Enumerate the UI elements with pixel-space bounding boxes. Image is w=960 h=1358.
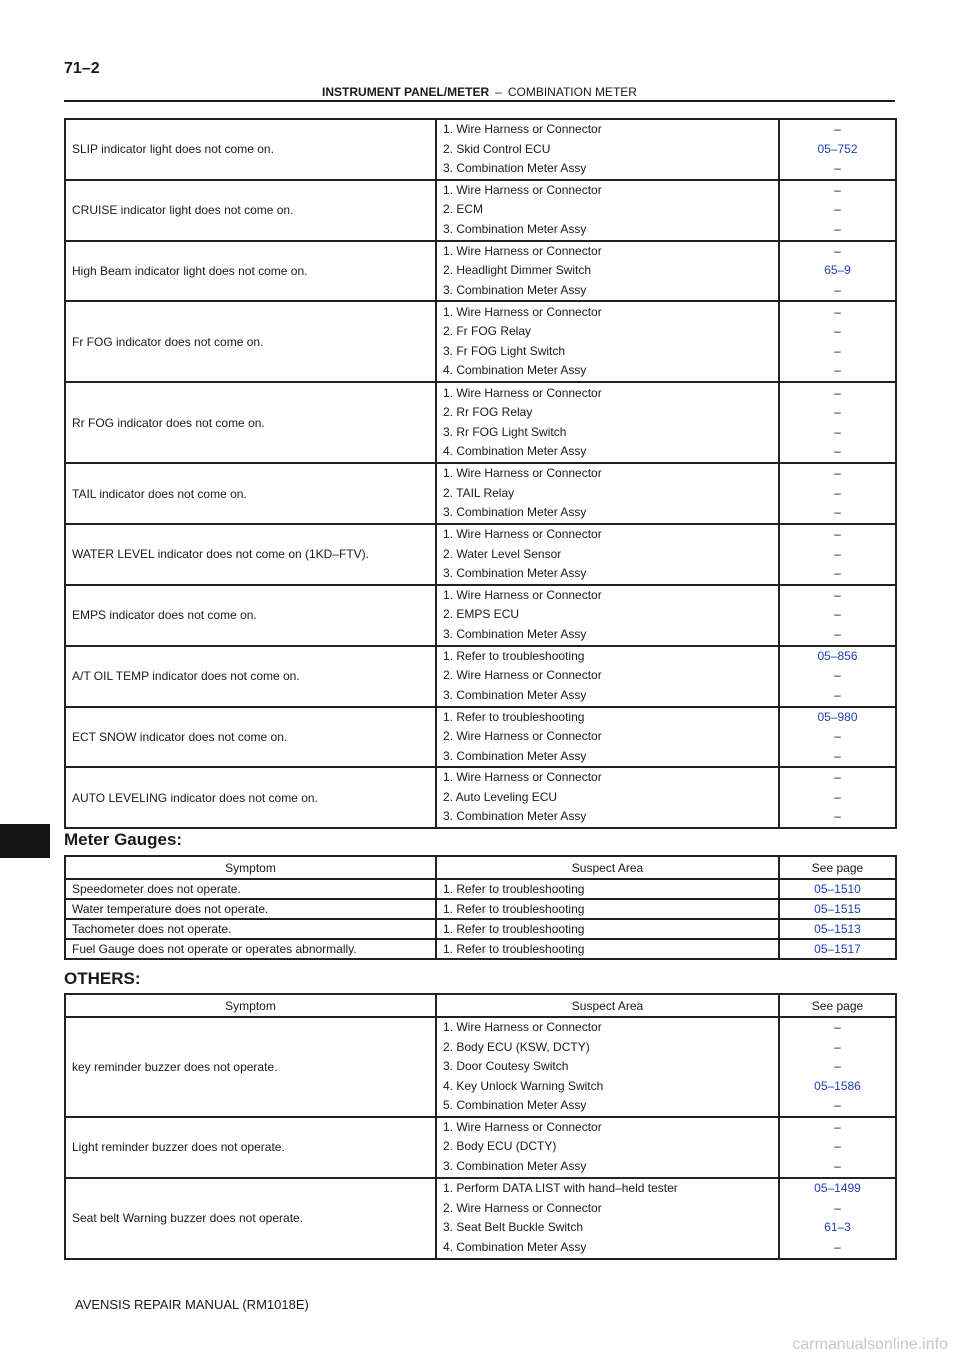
- no-reference-dash: –: [834, 729, 841, 743]
- table-row: [65, 382, 896, 463]
- suspect-area-cell: [436, 119, 779, 180]
- suspect-area-item: 3. Combination Meter Assy: [443, 566, 587, 580]
- no-reference-dash: –: [834, 1098, 841, 1112]
- no-reference-dash: –: [834, 182, 841, 197]
- page-reference-link[interactable]: 05–856: [817, 648, 858, 663]
- no-reference-dash: –: [834, 424, 841, 439]
- symptom-cell: Light reminder buzzer does not operate.: [65, 1117, 436, 1178]
- page-reference-link[interactable]: 05–1513: [814, 922, 861, 936]
- suspect-area-item: 1. Wire Harness or Connector: [443, 182, 602, 197]
- see-page-cell: [779, 767, 896, 828]
- suspect-area-item: 3. Combination Meter Assy: [443, 748, 587, 763]
- suspect-area-item: 3. Combination Meter Assy: [443, 1158, 587, 1173]
- no-reference-dash: –: [834, 687, 841, 702]
- see-page-cell: [779, 119, 896, 180]
- suspect-area-cell: [436, 1178, 779, 1259]
- see-page-cell: [779, 707, 896, 768]
- page-reference-link[interactable]: 65–9: [824, 263, 851, 277]
- no-reference-dash: –: [834, 202, 841, 217]
- suspect-area-item: 3. Fr FOG Light Switch: [443, 343, 566, 358]
- symptom-cell: Speedometer does not operate.: [65, 879, 436, 899]
- suspect-area-cell: [436, 1117, 779, 1178]
- no-reference-dash: –: [834, 1158, 841, 1173]
- subsection-title: COMBINATION METER: [507, 85, 637, 99]
- no-reference-dash: –: [834, 566, 841, 580]
- header-separator: –: [495, 85, 502, 99]
- suspect-area-item: 2. Wire Harness or Connector: [443, 1200, 602, 1215]
- symptom-cell: TAIL indicator does not come on.: [65, 463, 436, 524]
- suspect-area-item: 2. Fr FOG Relay: [443, 324, 532, 338]
- no-reference-dash: –: [834, 243, 841, 258]
- no-reference-dash: –: [834, 1200, 841, 1215]
- symptom-cell: Water temperature does not operate.: [65, 899, 436, 919]
- no-reference-dash: –: [834, 527, 841, 541]
- suspect-area-item: 1. Wire Harness or Connector: [443, 770, 602, 785]
- watermark: carmanualsonline.info: [792, 1336, 948, 1353]
- section-title: INSTRUMENT PANEL/METER: [322, 85, 490, 99]
- suspect-area-item: 1. Refer to troubleshooting: [443, 709, 585, 724]
- no-reference-dash: –: [834, 485, 841, 500]
- suspect-area-item: 1. Perform DATA LIST with hand–held tester: [443, 1181, 678, 1195]
- table-row: [65, 119, 896, 180]
- table-row: [65, 1017, 896, 1117]
- suspect-area-item: 1. Wire Harness or Connector: [443, 1020, 602, 1034]
- page-reference-link[interactable]: 05–1517: [814, 942, 861, 956]
- table-row: [65, 646, 896, 707]
- others-table: [64, 993, 897, 1260]
- page-reference-link[interactable]: 05–1515: [814, 902, 861, 916]
- suspect-area-item: 2. ECM: [443, 202, 484, 217]
- suspect-area-cell: [436, 180, 779, 241]
- see-page-cell: [779, 241, 896, 302]
- suspect-area-item: 3. Combination Meter Assy: [443, 505, 587, 520]
- suspect-area-item: 4. Combination Meter Assy: [443, 1239, 587, 1254]
- no-reference-dash: –: [834, 1039, 841, 1054]
- symptom-cell: Tachometer does not operate.: [65, 919, 436, 939]
- meter-gauges-table: [64, 855, 897, 960]
- suspect-area-cell: [436, 879, 779, 899]
- table-row: [65, 180, 896, 241]
- no-reference-dash: –: [834, 161, 841, 175]
- symptom-cell: High Beam indicator light does not come on.: [65, 241, 436, 302]
- suspect-area-item: 1. Wire Harness or Connector: [443, 385, 602, 400]
- suspect-area-item: 2. Body ECU (DCTY): [443, 1139, 557, 1154]
- symptom-cell: Rr FOG indicator does not come on.: [65, 382, 436, 463]
- no-reference-dash: –: [834, 770, 841, 785]
- table-row: [65, 301, 896, 382]
- no-reference-dash: –: [834, 668, 841, 683]
- suspect-area-item: 2. Rr FOG Relay: [443, 405, 533, 419]
- see-page-cell: [779, 524, 896, 585]
- page-reference-link[interactable]: 05–1499: [814, 1181, 861, 1195]
- see-page-cell: [779, 585, 896, 646]
- suspect-area-cell: [436, 646, 779, 707]
- no-reference-dash: –: [834, 505, 841, 520]
- table-row: [65, 524, 896, 585]
- suspect-area-item: 1. Wire Harness or Connector: [443, 243, 602, 258]
- no-reference-dash: –: [834, 546, 841, 561]
- suspect-area-item: 3. Combination Meter Assy: [443, 221, 587, 236]
- no-reference-dash: –: [834, 122, 841, 136]
- meter-gauges-heading: Meter Gauges:: [64, 830, 183, 849]
- no-reference-dash: –: [834, 221, 841, 236]
- column-header-see-page: See page: [779, 856, 896, 879]
- no-reference-dash: –: [834, 304, 841, 319]
- indicator-symptom-table: [64, 118, 897, 829]
- page-reference-link[interactable]: 05–980: [817, 709, 858, 724]
- no-reference-dash: –: [834, 1059, 841, 1073]
- suspect-area-item: 1. Refer to troubleshooting: [443, 922, 585, 936]
- symptom-cell: CRUISE indicator light does not come on.: [65, 180, 436, 241]
- manual-footer: AVENSIS REPAIR MANUAL (RM1018E): [75, 1297, 309, 1312]
- no-reference-dash: –: [834, 405, 841, 419]
- see-page-cell: [779, 939, 896, 959]
- suspect-area-item: 2. Headlight Dimmer Switch: [443, 263, 592, 277]
- no-reference-dash: –: [834, 363, 841, 377]
- suspect-area-cell: [436, 1017, 779, 1117]
- table-row: [65, 1178, 896, 1259]
- see-page-cell: [779, 301, 896, 382]
- page-reference-link[interactable]: 05–752: [817, 141, 858, 156]
- see-page-cell: [779, 879, 896, 899]
- suspect-area-cell: [436, 585, 779, 646]
- suspect-area-item: 3. Combination Meter Assy: [443, 161, 587, 175]
- suspect-area-item: 1. Wire Harness or Connector: [443, 527, 602, 541]
- no-reference-dash: –: [834, 1119, 841, 1134]
- suspect-area-item: 1. Refer to troubleshooting: [443, 648, 585, 663]
- column-header-symptom: Symptom: [65, 994, 436, 1017]
- see-page-cell: [779, 1117, 896, 1178]
- suspect-area-cell: [436, 899, 779, 919]
- suspect-area-item: 1. Refer to troubleshooting: [443, 902, 585, 916]
- no-reference-dash: –: [834, 444, 841, 458]
- no-reference-dash: –: [834, 626, 841, 641]
- suspect-area-cell: [436, 382, 779, 463]
- no-reference-dash: –: [834, 1020, 841, 1034]
- symptom-cell: Seat belt Warning buzzer does not operate.: [65, 1178, 436, 1259]
- suspect-area-item: 2. Auto Leveling ECU: [443, 789, 558, 804]
- no-reference-dash: –: [834, 343, 841, 358]
- suspect-area-item: 3. Door Coutesy Switch: [443, 1059, 569, 1073]
- symptom-cell: Fuel Gauge does not operate or operates abnormally.: [65, 939, 436, 959]
- suspect-area-item: 1. Refer to troubleshooting: [443, 882, 585, 896]
- suspect-area-item: 1. Wire Harness or Connector: [443, 122, 602, 136]
- suspect-area-item: 3. Rr FOG Light Switch: [443, 424, 567, 439]
- table-row: [65, 1117, 896, 1178]
- table-row: [65, 919, 896, 939]
- no-reference-dash: –: [834, 587, 841, 602]
- table-row: [65, 767, 896, 828]
- see-page-cell: [779, 1017, 896, 1117]
- suspect-area-cell: [436, 524, 779, 585]
- suspect-area-item: 3. Combination Meter Assy: [443, 282, 587, 297]
- suspect-area-item: 2. Skid Control ECU: [443, 141, 551, 156]
- suspect-area-item: 2. Body ECU (KSW, DCTY): [443, 1039, 590, 1054]
- no-reference-dash: –: [834, 789, 841, 804]
- suspect-area-item: 2. TAIL Relay: [443, 485, 515, 500]
- no-reference-dash: –: [834, 466, 841, 481]
- table-row: [65, 939, 896, 959]
- no-reference-dash: –: [834, 282, 841, 297]
- table-row: [65, 463, 896, 524]
- symptom-cell: SLIP indicator light does not come on.: [65, 119, 436, 180]
- header-rule: [64, 100, 895, 102]
- suspect-area-cell: [436, 241, 779, 302]
- no-reference-dash: –: [834, 1139, 841, 1154]
- no-reference-dash: –: [834, 607, 841, 622]
- suspect-area-item: 4. Combination Meter Assy: [443, 363, 587, 377]
- others-heading: OTHERS:: [64, 969, 141, 988]
- no-reference-dash: –: [834, 324, 841, 338]
- suspect-area-item: 3. Seat Belt Buckle Switch: [443, 1220, 584, 1234]
- column-header-see-page: See page: [779, 994, 896, 1017]
- see-page-cell: [779, 646, 896, 707]
- symptom-cell: AUTO LEVELING indicator does not come on.: [65, 767, 436, 828]
- suspect-area-item: 3. Combination Meter Assy: [443, 687, 587, 702]
- see-page-cell: [779, 899, 896, 919]
- page-header: [64, 85, 895, 99]
- symptom-cell: Fr FOG indicator does not come on.: [65, 301, 436, 382]
- page-number: 71–2: [64, 60, 100, 77]
- see-page-cell: [779, 1178, 896, 1259]
- column-header-suspect-area: Suspect Area: [436, 994, 779, 1017]
- page-reference-link[interactable]: 05–1586: [814, 1078, 861, 1093]
- suspect-area-item: 2. Water Level Sensor: [443, 546, 562, 561]
- table-row: [65, 879, 896, 899]
- suspect-area-item: 2. Wire Harness or Connector: [443, 729, 602, 743]
- suspect-area-item: 1. Wire Harness or Connector: [443, 587, 602, 602]
- suspect-area-item: 2. EMPS ECU: [443, 607, 520, 622]
- suspect-area-item: 1. Wire Harness or Connector: [443, 304, 602, 319]
- symptom-cell: key reminder buzzer does not operate.: [65, 1017, 436, 1117]
- suspect-area-item: 3. Combination Meter Assy: [443, 626, 587, 641]
- table-row: [65, 585, 896, 646]
- suspect-area-cell: [436, 919, 779, 939]
- page-reference-link[interactable]: 61–3: [824, 1220, 851, 1234]
- see-page-cell: [779, 919, 896, 939]
- suspect-area-item: 1. Refer to troubleshooting: [443, 942, 585, 956]
- suspect-area-item: 1. Wire Harness or Connector: [443, 1119, 602, 1134]
- symptom-cell: A/T OIL TEMP indicator does not come on.: [65, 646, 436, 707]
- column-header-suspect-area: Suspect Area: [436, 856, 779, 879]
- suspect-area-item: 4. Key Unlock Warning Switch: [443, 1078, 604, 1093]
- column-header-symptom: Symptom: [65, 856, 436, 879]
- suspect-area-item: 5. Combination Meter Assy: [443, 1098, 587, 1112]
- suspect-area-item: 2. Wire Harness or Connector: [443, 668, 602, 683]
- suspect-area-item: 3. Combination Meter Assy: [443, 809, 587, 824]
- suspect-area-cell: [436, 301, 779, 382]
- symptom-cell: ECT SNOW indicator does not come on.: [65, 707, 436, 768]
- no-reference-dash: –: [834, 748, 841, 763]
- suspect-area-item: 4. Combination Meter Assy: [443, 444, 587, 458]
- suspect-area-cell: [436, 707, 779, 768]
- page-reference-link[interactable]: 05–1510: [814, 882, 861, 896]
- no-reference-dash: –: [834, 1239, 841, 1254]
- no-reference-dash: –: [834, 385, 841, 400]
- suspect-area-item: 1. Wire Harness or Connector: [443, 466, 602, 481]
- see-page-cell: [779, 463, 896, 524]
- table-row: [65, 241, 896, 302]
- table-row: [65, 707, 896, 768]
- see-page-cell: [779, 180, 896, 241]
- no-reference-dash: –: [834, 809, 841, 824]
- see-page-cell: [779, 382, 896, 463]
- suspect-area-cell: [436, 767, 779, 828]
- suspect-area-cell: [436, 939, 779, 959]
- symptom-cell: WATER LEVEL indicator does not come on (1KD–FTV).: [65, 524, 436, 585]
- table-row: [65, 899, 896, 919]
- section-tab-marker: [0, 824, 50, 858]
- symptom-cell: EMPS indicator does not come on.: [65, 585, 436, 646]
- suspect-area-cell: [436, 463, 779, 524]
